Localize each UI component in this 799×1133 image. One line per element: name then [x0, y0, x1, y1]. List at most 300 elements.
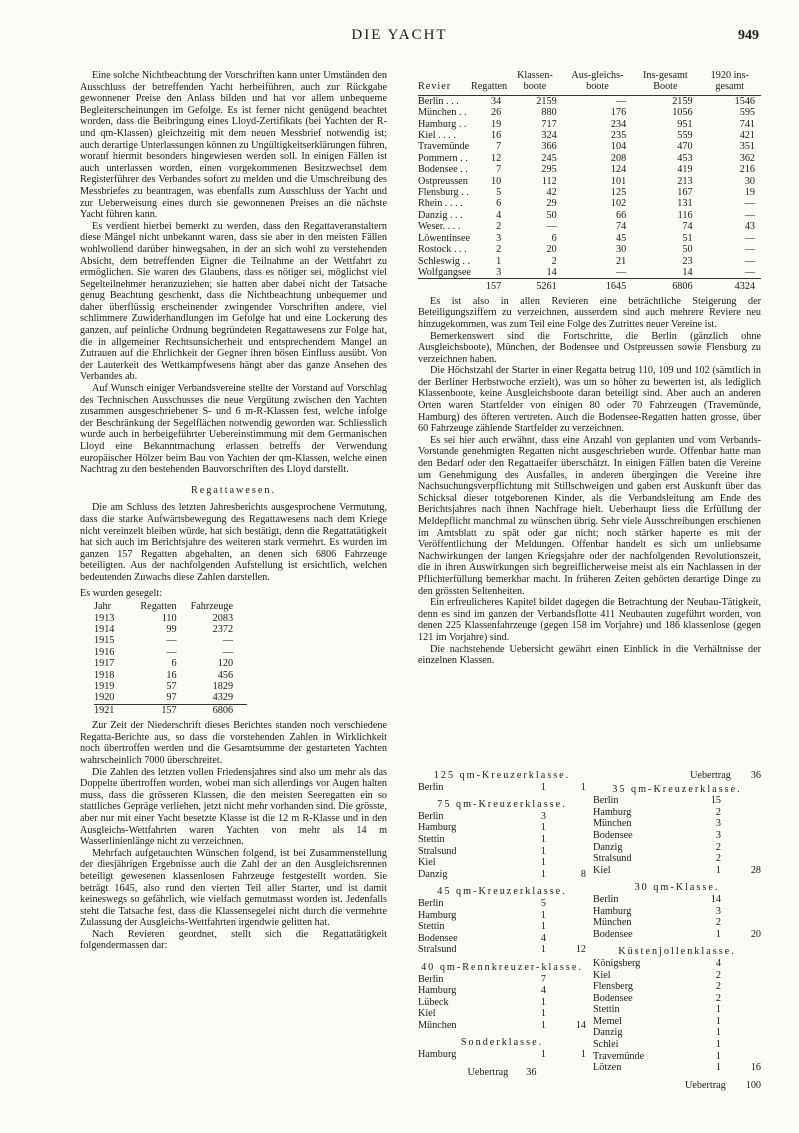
- count: 2: [715, 841, 721, 853]
- table-cell: 4324: [699, 279, 761, 293]
- table-cell: —: [546, 221, 557, 233]
- table-cell: 14: [682, 266, 693, 278]
- table-cell: 21: [616, 255, 627, 267]
- table-cell: 23: [682, 255, 693, 267]
- list-item: [593, 1004, 761, 1016]
- subtotal: 12: [575, 944, 586, 956]
- table-cell: 74: [682, 221, 693, 233]
- revier-name: München: [418, 1019, 457, 1031]
- table-cell: [418, 279, 471, 293]
- table-cell: 470: [677, 141, 693, 153]
- class-title: 45 qm-Kreuzerklasse.: [437, 886, 567, 898]
- list-item: [418, 898, 586, 910]
- uebertrag-label: Uebertrag: [684, 1079, 726, 1091]
- list-item: [593, 795, 761, 807]
- table-cell: 366: [541, 141, 557, 153]
- table-cell: 1919: [94, 680, 115, 692]
- revier-name: Hamburg: [418, 985, 457, 997]
- table-cell: 19: [744, 187, 755, 199]
- table-cell: 6: [551, 232, 557, 244]
- table-cell: —: [222, 646, 234, 658]
- revier-name: Kiel: [418, 857, 436, 869]
- count: 4: [540, 932, 546, 944]
- list-item: [593, 1016, 761, 1028]
- table-cell: 51: [682, 232, 693, 244]
- count: 1: [540, 833, 546, 845]
- subtotal: [546, 985, 586, 997]
- count: 7: [540, 973, 546, 985]
- table-cell: Rhein . . . .: [418, 198, 463, 210]
- table-cell: Travemünde: [418, 141, 470, 153]
- table-cell: 2: [496, 244, 502, 256]
- table-cell: 5261: [507, 279, 563, 293]
- totals-row: [418, 279, 761, 293]
- revier-name: Flensberg: [593, 981, 633, 993]
- table-cell: 97: [140, 692, 190, 704]
- paragraph: Die Zahlen des letzten vollen Friedensjahres sind also um mehr als das Doppelte übertroffen worden, wobei man sich allerdings vor Augen halten muss, dass die grösseren Klassen, die den meisten Seeregatten ein so stattliches Gepräge verliehen, jetzt nicht mehr vorhanden sind. Die grösste, aber nur mit einer Yacht besetzte Klasse ist die 12 m R-Klasse und in den Ausgleichs-Wettfahrten waren Yachten von mehr als 14 m Wasserlinienlänge nicht zu verzeichnen.: [80, 766, 387, 848]
- table-cell: 3: [496, 266, 502, 278]
- revier-name: Kiel: [593, 969, 611, 981]
- uebertrag-value: 36: [526, 1066, 537, 1078]
- revier-name: Hamburg: [418, 909, 457, 921]
- table-cell: —: [616, 266, 627, 278]
- table-cell: —: [222, 635, 234, 647]
- count: 1: [715, 864, 721, 876]
- list-item: [593, 807, 761, 819]
- table-row: [94, 704, 247, 716]
- table-cell: 741: [739, 118, 755, 130]
- page-header: [0, 27, 799, 46]
- revier-name: Stettin: [418, 833, 445, 845]
- count: 2: [715, 853, 721, 865]
- list-item: [593, 929, 761, 941]
- revier-table-header: Revier: [418, 70, 471, 95]
- year-table-intro: Es wurden gesegelt:: [80, 587, 163, 599]
- table-cell: 116: [677, 209, 693, 221]
- list-item: [593, 865, 761, 877]
- list-item: [418, 985, 586, 997]
- uebertrag-label: Uebertrag: [467, 1066, 509, 1078]
- table-cell: 26: [490, 107, 502, 119]
- list-item: [593, 1027, 761, 1039]
- table-cell: 559: [677, 130, 693, 142]
- table-cell: 1546: [734, 95, 755, 107]
- table-cell: 1: [496, 255, 502, 267]
- subtotal: [721, 1004, 761, 1016]
- table-cell: 717: [541, 118, 557, 130]
- table-cell: 595: [739, 107, 755, 119]
- table-cell: Hamburg . .: [418, 118, 467, 130]
- table-row: [418, 187, 761, 198]
- table-cell: Ostpreussen: [418, 175, 468, 187]
- class-block: [593, 882, 761, 940]
- table-cell: 234: [610, 118, 627, 130]
- class-title: Sonderklasse.: [460, 1037, 544, 1049]
- table-cell: 14: [546, 266, 557, 278]
- table-cell: 213: [677, 175, 693, 187]
- table-cell: 419: [677, 164, 693, 176]
- subtotal: [721, 970, 761, 982]
- subtotal: [721, 1027, 761, 1039]
- uebertrag: [593, 1080, 761, 1092]
- table-row: [418, 176, 761, 187]
- table-row: [94, 624, 247, 635]
- count: 2: [715, 992, 721, 1004]
- table-cell: 1913: [94, 612, 115, 624]
- subtotal: [546, 846, 586, 858]
- table-cell: Rostock . . .: [418, 244, 467, 256]
- table-cell: 245: [541, 152, 557, 164]
- table-cell: 2: [496, 221, 502, 233]
- revier-table: [418, 70, 761, 293]
- count: 2: [715, 981, 721, 993]
- table-row: [418, 244, 761, 255]
- list-item: [418, 1008, 586, 1020]
- paragraph: Auf Wunsch einiger Verbandsvereine stellte der Vorstand auf Vorschlag des Technischen Ausschusses die neue Vergütung zwischen den Yachten zusammen ausgeschriebener S- und 6 m-R-Klassen fest, welche infolge der Beschränkung der Segelflächen notwendig geworden war. Schliesslich wurde auch in herbeigeführter Uebereinstimmung mit dem Germanischen Lloyd eine Bekanntmachung erlassen betreffs der Verwendung europäischer Hölzer beim Bau von Yachten der qm-Klassen, welche einen Nachtrag zu den bestehenden Bauvorschriften des Lloyd darstellt.: [80, 383, 387, 476]
- table-cell: Berlin . . .: [418, 95, 459, 107]
- paragraph: Ein erfreulicheres Kapitel bildet dagegen die Betrachtung der Neubau-Tätigkeit, denn es sind im ganzen der Verbandsflotte 411 Neubauten zugeführt worden, von denen 225 Klassenfahrzeuge (gegen 158 im Vorjahre) und 186 klassenlose (gegen 121 im Vorjahre) sind.: [418, 597, 761, 643]
- table-cell: 324: [541, 130, 557, 142]
- count: 1: [540, 944, 546, 956]
- table-cell: 1914: [94, 623, 115, 635]
- count: 4: [540, 985, 546, 997]
- class-block: [418, 799, 586, 880]
- class-overview-left: [418, 770, 586, 1078]
- revier-name: Stralsund: [593, 853, 632, 865]
- count: 1: [540, 845, 546, 857]
- table-cell: 50: [546, 209, 557, 221]
- count: 3: [715, 818, 721, 830]
- table-cell: 16: [490, 130, 502, 142]
- table-cell: 3: [496, 232, 502, 244]
- list-item: [593, 894, 761, 906]
- table-row: [418, 233, 761, 244]
- class-title: 75 qm-Kreuzerklasse.: [437, 799, 567, 811]
- subtotal: [546, 933, 586, 945]
- subtotal: [721, 853, 761, 865]
- uebertrag: [593, 770, 761, 782]
- left-paragraphs-1: [80, 70, 387, 476]
- class-title: 125 qm-Kreuzerklasse.: [433, 770, 571, 781]
- table-cell: —: [744, 266, 755, 278]
- revier-name: Bodensee: [418, 932, 458, 944]
- list-item: [418, 1049, 586, 1061]
- table-cell: 101: [610, 175, 627, 187]
- table-cell: Danzig . . .: [418, 209, 463, 221]
- count: 1: [715, 928, 721, 940]
- table-row: [418, 141, 761, 152]
- table-cell: —: [744, 244, 755, 256]
- list-item: [593, 1039, 761, 1051]
- right-column: [418, 70, 761, 667]
- table-cell: 235: [610, 130, 627, 142]
- table-cell: 125: [610, 187, 627, 199]
- count: 1: [715, 1062, 721, 1074]
- table-cell: 104: [610, 141, 627, 153]
- count: 1: [540, 1019, 546, 1031]
- table-cell: 4329: [191, 692, 247, 704]
- list-item: [593, 958, 761, 970]
- subtotal: [546, 1008, 586, 1020]
- revier-name: Danzig: [593, 841, 623, 853]
- revier-name: Berlin: [593, 795, 619, 807]
- table-cell: 12: [490, 152, 502, 164]
- table-row: [418, 210, 761, 221]
- table-cell: 20: [546, 244, 557, 256]
- list-item: [593, 818, 761, 830]
- table-cell: 1915: [94, 635, 115, 647]
- table-cell: 29: [546, 198, 557, 210]
- uebertrag-value: 36: [750, 770, 761, 781]
- count: 1: [540, 868, 546, 880]
- table-cell: —: [166, 646, 177, 658]
- subtotal: [546, 811, 586, 823]
- revier-name: Hamburg: [593, 806, 632, 818]
- table-cell: 2159: [536, 95, 557, 107]
- table-row: [94, 658, 247, 669]
- subtotal: [721, 958, 761, 970]
- table-cell: 295: [541, 164, 557, 176]
- list-item: [418, 869, 586, 881]
- table-cell: 50: [682, 244, 693, 256]
- list-item: [593, 917, 761, 929]
- list-item: [593, 993, 761, 1005]
- table-cell: 66: [616, 209, 627, 221]
- revier-name: Kiel: [418, 1008, 436, 1020]
- revier-table-header: Regatten: [471, 70, 507, 95]
- revier-name: Danzig: [418, 868, 448, 880]
- count: 1: [540, 921, 546, 933]
- count: 1: [715, 1015, 721, 1027]
- class-title: 40 qm-Rennkreuzer-klasse.: [421, 961, 583, 973]
- revier-name: Kiel: [593, 864, 611, 876]
- table-cell: Schleswig . .: [418, 255, 471, 267]
- count: 1: [540, 1008, 546, 1020]
- table-cell: 2: [551, 255, 557, 267]
- table-cell: 880: [541, 107, 557, 119]
- revier-name: Travemünde: [593, 1050, 645, 1062]
- paragraph: Eine solche Nichtbeachtung der Vorschriften kann unter Umständen den Ausschluss der betreffenden Yacht herbeiführen, auch zur Rückgabe gewonnener Preise den Anlass bilden und hat vor allem unbequeme Begleiterscheinungen im Gefolge. Es ist ferner nicht genügend beachtet worden, dass die Beibringung eines Lloyd-Zertifikats (bei Yachten der R- und qm-Klassen) gleichzeitig mit dem neuen Messbrief notwendig ist; auch derartige Unterlassungen können zu Ungültigkeitserklärungen führen, worauf hiermit besonders hingewiesen werden soll. In einigen Fällen ist auch unterlassen worden, einen vorgekommenen Besitzwechsel dem Registerführer des Verbandes sofort zu melden und die Umschreibung des Messbriefes zu beantragen, was ebenfalls zum Ausschluss der Yacht und zur Ueberweisung eines durch sie gewonnenen Preises an die nächste Yacht führen kann.: [80, 70, 387, 221]
- revier-name: Stettin: [418, 921, 445, 933]
- table-cell: —: [744, 232, 755, 244]
- table-cell: 421: [739, 130, 755, 142]
- revier-table-header: Klassen-boote: [507, 70, 563, 95]
- subtotal: [721, 807, 761, 819]
- table-cell: 19: [490, 118, 502, 130]
- table-row: [94, 613, 247, 624]
- revier-name: Berlin: [593, 893, 619, 905]
- table-cell: Flensburg . .: [418, 187, 469, 199]
- subtotal: [721, 917, 761, 929]
- table-cell: 43: [744, 221, 755, 233]
- revier-name: Hamburg: [418, 1049, 457, 1061]
- subtotal: [546, 910, 586, 922]
- subtotal: [546, 834, 586, 846]
- table-cell: 208: [610, 152, 627, 164]
- table-cell: 6806: [632, 279, 698, 293]
- list-item: [593, 830, 761, 842]
- list-item: [418, 921, 586, 933]
- table-row: [418, 267, 761, 279]
- count: 1: [540, 996, 546, 1008]
- revier-name: München: [593, 818, 632, 830]
- subtotal: [721, 830, 761, 842]
- list-item: [418, 822, 586, 834]
- table-cell: —: [616, 95, 627, 107]
- subtotal: [721, 1051, 761, 1063]
- table-cell: 30: [616, 244, 627, 256]
- list-item: [593, 906, 761, 918]
- class-block: [418, 770, 586, 793]
- page-number: 949: [738, 28, 759, 43]
- table-cell: 1918: [94, 669, 115, 681]
- list-item: [593, 853, 761, 865]
- table-cell: 1056: [672, 107, 693, 119]
- subtotal: [546, 997, 586, 1009]
- table-row: [94, 692, 247, 704]
- revier-name: Bodensee: [593, 829, 633, 841]
- list-item: [418, 1020, 586, 1032]
- table-cell: 7: [496, 141, 502, 153]
- table-cell: 2372: [212, 623, 234, 635]
- class-block: [593, 946, 761, 1074]
- subtotal: [721, 1016, 761, 1028]
- uebertrag-value: 100: [745, 1079, 761, 1091]
- count: 2: [715, 969, 721, 981]
- count: 2: [715, 917, 721, 929]
- subtotal: [721, 993, 761, 1005]
- table-cell: 45: [616, 232, 627, 244]
- subtotal: [721, 981, 761, 993]
- subtotal: 14: [575, 1019, 586, 1031]
- count: 4: [715, 957, 721, 969]
- count: 1: [540, 857, 546, 869]
- revier-name: Lötzen: [593, 1062, 622, 1074]
- paragraph: Nach Revieren geordnet, stellt sich die Regattatätigkeit folgendermassen dar:: [80, 928, 387, 952]
- revier-name: Bodensee: [593, 928, 633, 940]
- table-cell: 1917: [94, 658, 115, 670]
- class-overview: [418, 770, 761, 1100]
- table-cell: 110: [161, 612, 177, 624]
- table-cell: 6: [496, 198, 502, 210]
- list-item: [593, 1051, 761, 1063]
- table-cell: 16: [166, 669, 177, 681]
- revier-table-header: 1920 ins-gesamt: [699, 70, 761, 95]
- table-row: [418, 164, 761, 175]
- class-title: 35 qm-Kreuzerklasse.: [612, 783, 742, 795]
- uebertrag-label: Uebertrag: [690, 770, 731, 781]
- table-cell: Bodensee . .: [418, 164, 468, 176]
- list-item: [418, 846, 586, 858]
- table-cell: 362: [739, 152, 755, 164]
- count: 14: [710, 893, 721, 905]
- revier-name: Hamburg: [593, 905, 632, 917]
- year-table-header: Regatten: [140, 601, 177, 613]
- list-item: [418, 910, 586, 922]
- revier-name: Lübeck: [418, 996, 449, 1008]
- uebertrag: [418, 1067, 586, 1079]
- revier-name: Bodensee: [593, 992, 633, 1004]
- list-item: [418, 834, 586, 846]
- list-item: [418, 974, 586, 986]
- table-cell: München . .: [418, 107, 467, 119]
- subtotal: [546, 898, 586, 910]
- subtotal: 28: [750, 864, 761, 876]
- count: 1: [715, 1050, 721, 1062]
- table-cell: 1921: [94, 704, 115, 716]
- subtotal: [546, 921, 586, 933]
- table-row: [418, 256, 761, 267]
- paragraph: Bemerkenswert sind die Fortschritte, die Berlin (gänzlich ohne Ausgleichsboote), München, der Bodensee und Ostpreussen sowie Flensburg zu verzeichnen haben.: [418, 330, 761, 365]
- revier-name: Königsberg: [593, 957, 641, 969]
- table-cell: 167: [677, 187, 693, 199]
- year-table-header: Fahrzeuge: [190, 601, 234, 613]
- revier-table-header: Aus-gleichs-boote: [563, 70, 633, 95]
- class-block: [593, 784, 761, 877]
- paragraph: Die Höchstzahl der Starter in einer Regatta betrug 110, 109 und 102 (sämtlich in der Berliner Herbstwoche erzielt), was um so höher zu bewerten ist, als lediglich Klassenboote, keine Ausgleichsboote daran beteiligt sind. Aber auch an anderen Orten waren Startfelder von einigen 80 oder 70 Fahrzeugen (Travemünde, Hamburg) des öfteren vertreten. Auch die Bodensee-Regatten hatten grosse, über 60 Fahrzeuge zählende Startfelder zu verzeichnen.: [418, 365, 761, 435]
- count: 1: [540, 909, 546, 921]
- table-cell: 112: [541, 175, 557, 187]
- revier-name: Schlei: [593, 1039, 619, 1051]
- paragraph: Es ist also in allen Revieren eine beträchtliche Steigerung der Beteiligungsziffern zu verzeichnen, ausserdem sind auch mehrere Reviere neu hinzugekommen, was zum Teil eine Folge des Zutrittes neuer Vereine ist.: [418, 295, 761, 330]
- table-cell: 1920: [94, 692, 140, 704]
- revier-name: Berlin: [418, 781, 444, 793]
- table-cell: 1829: [212, 680, 234, 692]
- table-row: [94, 635, 247, 646]
- class-block: [418, 962, 586, 1032]
- paragraph: Es sei hier auch erwähnt, dass eine Anzahl von geplanten und vom Verbands-Vorstande genehmigten Regatten nicht ausgeschrieben wurde. Offenbar hatte man den Bedarf oder den Regattaeifer überschätzt. In einigen Fällen baten die Vereine um Genehmigung des Ausfalles, in anderen übergingen die Vereine ihre Nachsuchungsverpflichtung mit Stillschweigen und gaben erst Auskunft über das Schicksal dieser totgeborenen Kinder, als die Verbandsleitung am Ende des Berichtsjahres nach ihnen Nachfrage hielt. Ueberhaupt liess die Erfüllung der Meldepflicht manchmal zu wünschen übrig. Sehr viele Ausschreibungen erschienen im Amtsblatt zu spät oder gar nicht; noch stärker haperte es mit der Veröffentlichung der Meldungen. Offenbar handelt es sich um unliebsame Nachwirkungen der langen Kriegsjahre oder der nachfolgenden Revolutionszeit, die in ihren Auswirkungen sich begreiflicherweise meist als ein Nachlassen in der Pflichterfüllung bemerkbar macht. In früheren Zeiten gehörten derartige Dinge zu den grössten Seltenheiten.: [418, 434, 761, 597]
- table-cell: —: [744, 198, 755, 210]
- table-cell: 120: [217, 658, 234, 670]
- year-table: [94, 601, 247, 716]
- table-row: [418, 153, 761, 164]
- subtotal: [546, 974, 586, 986]
- count: 1: [715, 1004, 721, 1016]
- table-cell: 951: [677, 118, 693, 130]
- table-cell: 176: [610, 107, 627, 119]
- subtotal: [546, 857, 586, 869]
- table-cell: 351: [739, 141, 755, 153]
- table-cell: Löwentinsee: [418, 232, 471, 244]
- table-cell: Kiel . . . .: [418, 130, 456, 142]
- table-cell: 5: [496, 187, 502, 199]
- count: 2: [715, 806, 721, 818]
- table-row: [418, 119, 761, 130]
- table-cell: —: [166, 635, 177, 647]
- table-cell: 7: [496, 164, 502, 176]
- paragraph: Mehrfach aufgetauchten Wünschen folgend, ist bei Zusammenstellung der diesjährigen Ergebnisse auch die Zahl der an den Ausgleichsrennen beteiligt gewesenen klassenlosen Fahrzeuge festgestellt worden. Sie beträgt 1645, also rund den vierten Teil aller Starter, und ist damit keineswegs so gefährlich, wie vielfach gemutmasst worden ist. Jedenfalls steht die Tatsache fest, dass die Klassensegelei nicht durch die vermehrte Zulassung der Ausgleichs-Wettfahrten irgendwie gelitten hat.: [80, 847, 387, 929]
- table-cell: 453: [677, 152, 693, 164]
- table-cell: 57: [166, 680, 177, 692]
- revier-name: Berlin: [418, 897, 444, 909]
- table-cell: 1645: [563, 279, 633, 293]
- table-cell: Wolfgangsee: [418, 266, 471, 278]
- count: 3: [540, 810, 546, 822]
- list-item: [593, 970, 761, 982]
- left-paragraphs-2: [80, 720, 387, 952]
- subtotal: 1: [580, 1049, 586, 1061]
- revier-name: Danzig: [593, 1027, 623, 1039]
- section-heading-regattawesen: Regattawesen.: [190, 484, 277, 496]
- table-cell: 2159: [672, 95, 693, 107]
- list-item: [593, 981, 761, 993]
- table-cell: 456: [217, 669, 234, 681]
- class-overview-right: [593, 770, 761, 1091]
- table-cell: 102: [610, 198, 627, 210]
- subtotal: [721, 906, 761, 918]
- revier-table-header: Ins-gesamt Boote: [632, 70, 698, 95]
- journal-title: DIE YACHT: [351, 27, 448, 43]
